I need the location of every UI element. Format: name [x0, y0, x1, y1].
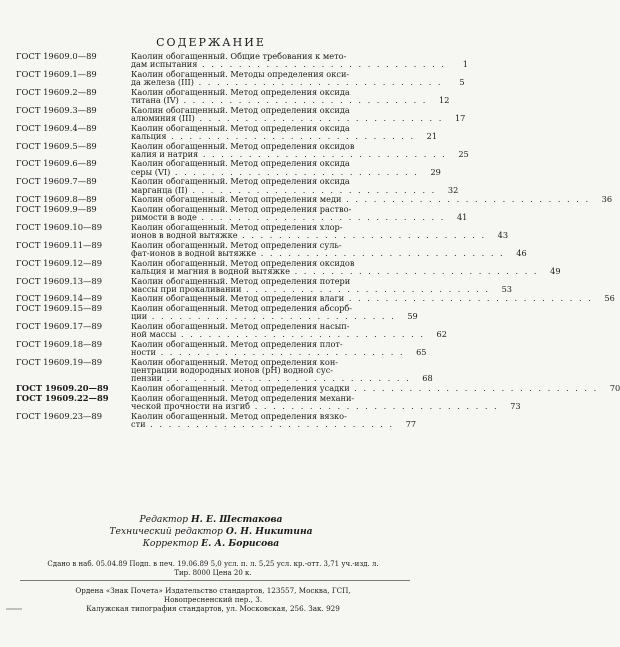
- standard-code: ГОСТ 19609.2—89: [16, 86, 97, 97]
- title-line: Каолин обогащенный. Метод определения оксидов: [131, 140, 355, 151]
- page-number: 46: [516, 247, 527, 258]
- toc-entry: [16, 293, 615, 304]
- title-line: Каолин обогащенный. Метод определения оксида: [131, 122, 350, 133]
- publisher-line: Новопресненский пер., 3.: [163, 595, 263, 604]
- title-line: пензии . . .: [131, 374, 411, 382]
- toc-entry: [16, 221, 509, 241]
- page-number: 56: [604, 293, 615, 304]
- title-line: Каолин обогащенный. Метод определения хлор-: [131, 221, 343, 232]
- toc-entry: [16, 257, 561, 276]
- standard-code: ГОСТ 19609.9—89: [16, 203, 97, 214]
- standard-code: ГОСТ 19609.13—89: [16, 275, 103, 286]
- title-line: да железа (III) . . .: [131, 78, 443, 86]
- standard-title: [131, 88, 427, 104]
- page-number: 25: [458, 148, 469, 159]
- editorial-credits: [0, 514, 422, 550]
- standard-code: ГОСТ 19609.8—89: [16, 194, 97, 205]
- standard-title: [131, 52, 446, 68]
- standard-code: ГОСТ 19609.15—89: [16, 303, 103, 314]
- page-number: 49: [550, 265, 561, 276]
- scan-mark: [6, 608, 22, 610]
- credit-name: Е. А. Борисова: [201, 538, 280, 549]
- standard-code: ГОСТ 19609.23—89: [16, 410, 103, 421]
- page-number: 21: [426, 130, 438, 141]
- standard-code: ГОСТ 19609.19—89: [16, 356, 103, 367]
- toc-entry: [16, 239, 527, 258]
- imprint-line: Тир. 8000 Цена 20 к.: [174, 568, 252, 577]
- standard-title: [131, 358, 411, 383]
- title-line: фат-ионов в водной вытяжке . . .: [131, 249, 505, 257]
- page-number: 12: [439, 95, 450, 106]
- publisher-info: [14, 586, 412, 613]
- title-line: Каолин обогащенный. Методы определения окси-: [131, 68, 350, 79]
- title-line: Каолин обогащенный. Метод определения потери: [131, 275, 351, 286]
- title-line: Каолин обогащенный. Метод определения оксидов: [131, 257, 355, 268]
- title-line: алюминия (III) . . .: [131, 114, 443, 122]
- toc-entry: [16, 383, 620, 394]
- page-number: 70: [609, 383, 620, 394]
- toc-entry: [16, 86, 450, 106]
- page-title: СОДЕРЖАНИЕ: [156, 36, 266, 49]
- title-line: Каолин обогащенный. Метод определения механи-: [131, 392, 355, 403]
- title-line: Каолин обогащенный. Метод определения насып-: [131, 321, 350, 332]
- standard-title: [131, 304, 396, 320]
- credit-name: О. Н. Никитина: [225, 526, 313, 537]
- title-line: Каолин обогащенный. Метод определения усадки . . .: [131, 384, 598, 392]
- title-line: Каолин обогащенный. Метод определения влаги . . .: [131, 294, 593, 302]
- credit-line: [0, 538, 422, 550]
- credit-role: Корректор: [142, 538, 199, 549]
- publisher-line: Калужская типография стандартов, ул. Московская, 256. Зак. 929: [86, 604, 340, 613]
- divider: [20, 580, 410, 581]
- title-line: Каолин обогащенный. Метод определения оксида: [131, 104, 350, 115]
- toc-entry: [16, 51, 468, 70]
- print-imprint: [14, 560, 412, 577]
- toc-entry: [16, 410, 417, 429]
- standard-title: [131, 294, 593, 302]
- standard-title: [131, 277, 490, 293]
- title-line: Каолин обогащенный. Метод определения меди . . .: [131, 195, 590, 203]
- title-line: кальция и магния в водной вытяжке . . .: [131, 267, 539, 275]
- page-number: 43: [497, 230, 509, 241]
- publisher-line: Ордена «Знак Почета» Издательство стандартов, 123557, Москва, ГСП,: [75, 586, 351, 595]
- standard-title: [131, 394, 499, 410]
- standard-code: ГОСТ 19609.10—89: [16, 221, 103, 232]
- standard-title: [131, 195, 590, 203]
- standard-title: [131, 159, 419, 175]
- standard-title: [131, 322, 425, 338]
- standard-title: [131, 223, 486, 239]
- toc-entry: [16, 339, 427, 358]
- standard-title: [131, 412, 394, 428]
- credit-role: Технический редактор: [109, 526, 223, 537]
- toc-entry: [16, 392, 521, 411]
- imprint-line: Сдано в наб. 05.04.89 Подп. в печ. 19.06.89 5,0 усл. п. л. 5,25 усл. кр.-отт. 3,71 уч.-изд. л.: [47, 560, 379, 568]
- toc-entry: [16, 275, 512, 294]
- toc-entry: [16, 158, 441, 177]
- page-number: 36: [601, 194, 613, 205]
- title-line: марганца (II) . . .: [131, 186, 436, 194]
- page-number: 62: [436, 329, 447, 340]
- title-line: Каолин обогащенный. Общие требования к мето-: [131, 51, 347, 61]
- toc-entry: [16, 194, 613, 205]
- standard-code: ГОСТ 19609.12—89: [16, 257, 103, 268]
- standard-title: [131, 205, 445, 221]
- title-line: ческой прочности на изгиб . . .: [131, 402, 499, 410]
- standard-code: ГОСТ 19609.6—89: [16, 158, 97, 169]
- page-number: 77: [405, 418, 417, 429]
- standard-title: [131, 241, 505, 257]
- toc-entry: [16, 104, 466, 123]
- standard-title: [131, 124, 415, 140]
- toc-entry: [16, 140, 469, 159]
- toc-entry: [16, 203, 468, 223]
- standard-code: ГОСТ 19609.17—89: [16, 321, 103, 332]
- page-number: 1: [462, 59, 468, 70]
- credit-name: Н. Е. Шестакова: [190, 514, 283, 525]
- standard-title: [131, 142, 447, 158]
- toc-entry: [16, 176, 459, 195]
- page-number: 65: [416, 347, 427, 358]
- standard-code: ГОСТ 19609.4—89: [16, 122, 97, 133]
- title-line: Каолин обогащенный. Метод определения вязко-: [131, 410, 347, 421]
- title-line: Каолин обогащенный. Метод определения абсорб-: [131, 303, 353, 314]
- standard-code: ГОСТ 19609.14—89: [16, 293, 103, 304]
- standard-title: [131, 106, 443, 122]
- page-number: 73: [510, 400, 521, 411]
- standard-code: ГОСТ 19609.5—89: [16, 140, 97, 151]
- standard-code: ГОСТ 19609.3—89: [16, 104, 97, 115]
- credit-line: [0, 514, 422, 526]
- standard-code: ГОСТ 19609.11—89: [16, 239, 103, 250]
- page-number: 68: [422, 373, 433, 384]
- table-of-contents: [16, 51, 620, 430]
- title-line: ионов в водной вытяжке . . .: [131, 231, 486, 239]
- title-line: сти . . .: [131, 420, 394, 428]
- toc-entry: [16, 303, 418, 322]
- standard-title: [131, 384, 598, 392]
- title-line: Каолин обогащенный. Метод определения кон-: [131, 356, 339, 367]
- page-number: 41: [456, 212, 468, 223]
- page-number: 59: [407, 311, 418, 322]
- title-line: калия и натрия . . .: [131, 150, 447, 158]
- title-line: титана (IV) . . .: [131, 96, 427, 104]
- title-line: серы (VI) . . .: [131, 168, 419, 176]
- page-number: 32: [447, 184, 459, 195]
- standard-code: ГОСТ 19609.7—89: [16, 176, 97, 187]
- standard-title: [131, 259, 539, 275]
- standard-title: [131, 177, 436, 193]
- title-line: Каолин обогащенный. Метод определения суль-: [131, 239, 342, 250]
- toc-entry: [16, 122, 438, 141]
- page-number: 17: [454, 112, 466, 123]
- standard-code: ГОСТ 19609.20—89: [16, 383, 109, 394]
- standard-code: ГОСТ 19609.1—89: [16, 68, 97, 79]
- title-line: Каолин обогащенный. Метод определения оксида: [131, 176, 350, 187]
- toc-entry: [16, 68, 465, 88]
- title-line: римости в воде . . .: [131, 213, 445, 221]
- toc-entry: [16, 321, 447, 340]
- title-line: кальция . . .: [131, 132, 415, 140]
- title-line: Каолин обогащенный. Метод определения плот-: [131, 339, 343, 349]
- standard-title: [131, 70, 443, 86]
- title-line: массы при прокаливании . . .: [131, 285, 490, 293]
- standard-title: [131, 340, 405, 356]
- page-number: 5: [459, 77, 465, 88]
- title-line: ной массы . . .: [131, 330, 425, 338]
- title-line: ции . . .: [131, 312, 396, 320]
- title-line: Каолин обогащенный. Метод определения раство-: [131, 203, 352, 214]
- page-number: 53: [501, 283, 512, 294]
- title-line: Каолин обогащенный. Метод определения оксида: [131, 86, 350, 97]
- credit-line: [0, 526, 422, 538]
- standard-code: ГОСТ 19609.22—89: [16, 392, 109, 403]
- title-line: ности . . .: [131, 348, 405, 356]
- credit-role: Редактор: [139, 514, 189, 525]
- title-line: дам испытания . . .: [131, 60, 446, 68]
- page-number: 29: [430, 166, 441, 177]
- standard-code: ГОСТ 19609.18—89: [16, 339, 103, 349]
- standard-code: ГОСТ 19609.0—89: [16, 51, 97, 61]
- title-line: центрации водородных ионов (pH) водной сус-: [131, 365, 334, 376]
- toc-entry: [16, 356, 433, 384]
- title-line: Каолин обогащенный. Метод определения оксида: [131, 158, 350, 169]
